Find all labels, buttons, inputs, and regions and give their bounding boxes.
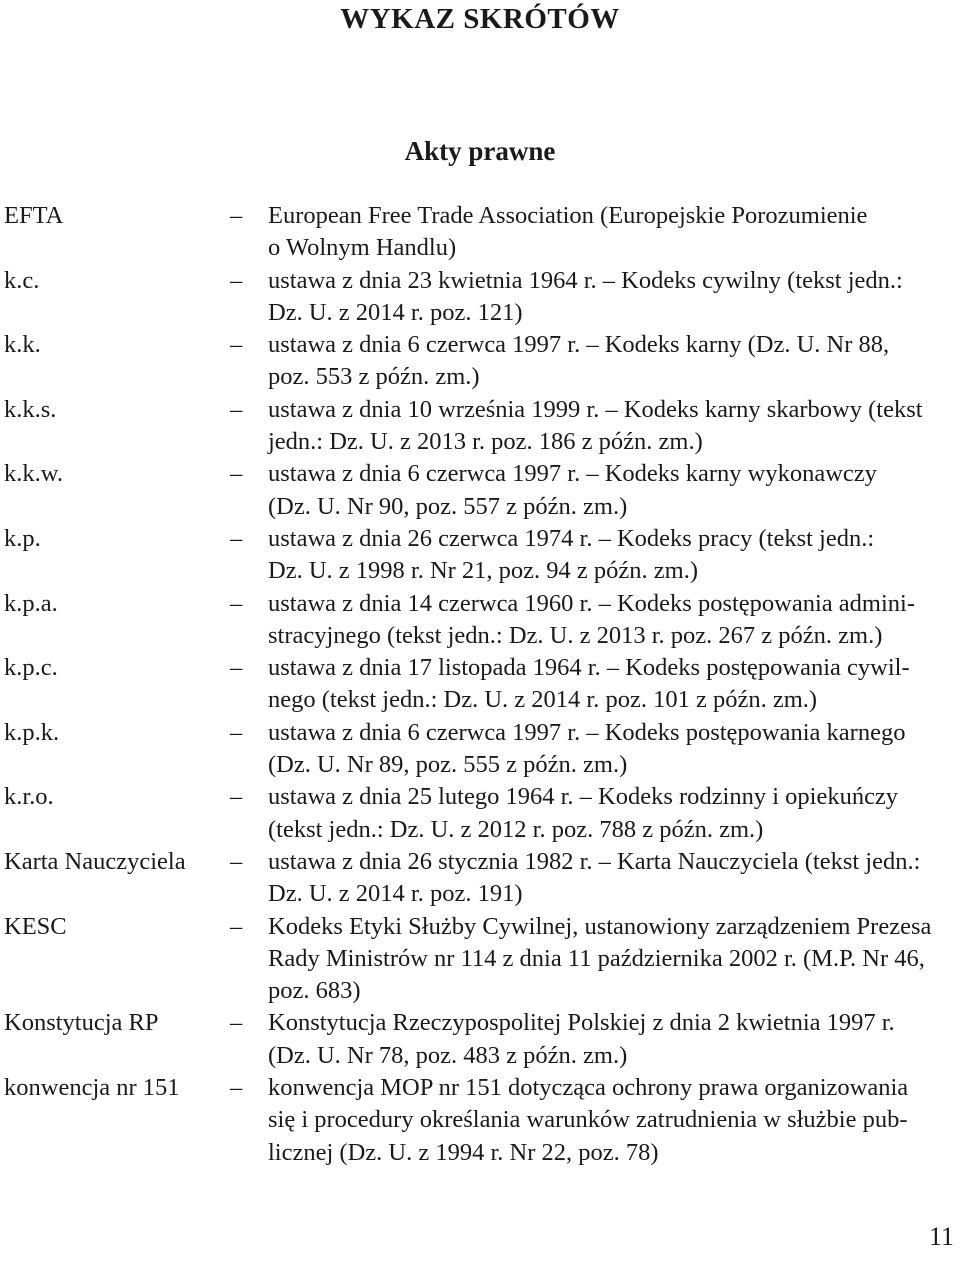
- entry-abbr: k.r.o.: [4, 783, 54, 811]
- entry-dash: –: [230, 1074, 243, 1102]
- definition-line: ustawa z dnia 26 czerwca 1974 r. – Kodeks pracy (tekst jedn.:: [268, 524, 875, 552]
- entry-abbr: k.p.: [4, 524, 41, 552]
- entry-dash: –: [230, 202, 243, 229]
- entry-kpa: [4, 588, 959, 653]
- entry-abbr: konwencja nr 151: [4, 1074, 180, 1102]
- entry-kks: [4, 394, 959, 459]
- definition-line: jedn.: Dz. U. z 2013 r. poz. 186 z późn. zm.): [268, 428, 703, 456]
- entry-kp: [4, 523, 959, 588]
- definition-line: konwencja MOP nr 151 dotycząca ochrony prawa organizowania: [268, 1074, 909, 1102]
- section-title: Akty prawne: [404, 136, 556, 166]
- definition-line: Konstytucja Rzeczypospolitej Polskiej z dnia 2 kwietnia 1997 r.: [268, 1009, 895, 1037]
- entry-definition: [268, 717, 959, 782]
- entry-konstytucja-rp: [4, 1007, 959, 1072]
- entry-definition: [268, 329, 959, 394]
- abbreviation-list: [4, 200, 959, 1169]
- entry-dash: –: [230, 718, 243, 746]
- entry-definition: [268, 846, 959, 911]
- entry-definition: [268, 781, 959, 846]
- entry-dash: –: [230, 654, 243, 682]
- entry-dash: –: [230, 460, 243, 488]
- definition-line: licznej (Dz. U. z 1994 r. Nr 22, poz. 78): [268, 1138, 659, 1166]
- entry-definition: [268, 588, 959, 653]
- entry-definition: [268, 1072, 959, 1169]
- definition-line: (Dz. U. Nr 89, poz. 555 z późn. zm.): [268, 751, 628, 779]
- entry-karta-nauczyciela: [4, 846, 959, 911]
- page-title: WYKAZ SKRÓTÓW: [340, 3, 620, 35]
- entry-dash: –: [230, 524, 243, 552]
- definition-line: ustawa z dnia 23 kwietnia 1964 r. – Kodeks cywilny (tekst jedn.:: [268, 266, 903, 294]
- definition-line: ustawa z dnia 6 czerwca 1997 r. – Kodeks karny wykonawczy: [268, 460, 877, 488]
- entry-dash: –: [230, 1009, 243, 1037]
- entry-abbr: EFTA: [4, 202, 64, 229]
- definition-line: ustawa z dnia 26 stycznia 1982 r. – Karta Nauczyciela (tekst jedn.:: [268, 847, 921, 875]
- entry-dash: –: [230, 589, 243, 617]
- entry-kpc: [4, 652, 959, 717]
- definition-line: stracyjnego (tekst jedn.: Dz. U. z 2013 r. poz. 267 z późn. zm.): [268, 621, 883, 649]
- entry-kk: [4, 329, 959, 394]
- entry-abbr: k.k.s.: [4, 395, 57, 423]
- entry-dash: –: [230, 331, 243, 359]
- entry-abbr: k.k.: [4, 331, 41, 359]
- entry-definition: [268, 394, 959, 459]
- entry-abbr: k.p.c.: [4, 654, 58, 682]
- definition-line: się i procedury określania warunków zatrudnienia w służbie pub-: [268, 1106, 908, 1134]
- definition-line: o Wolnym Handlu): [268, 234, 457, 262]
- definition-line: Kodeks Etyki Służby Cywilnej, ustanowiony zarządzeniem Prezesa: [268, 912, 932, 940]
- definition-line: ustawa z dnia 10 września 1999 r. – Kodeks karny skarbowy (tekst: [268, 395, 923, 423]
- definition-line: ustawa z dnia 14 czerwca 1960 r. – Kodeks postępowania admini-: [268, 589, 916, 617]
- entry-definition: [268, 200, 959, 265]
- definition-line: Dz. U. z 1998 r. Nr 21, poz. 94 z późn. zm.): [268, 557, 699, 585]
- entry-abbr: Karta Nauczyciela: [4, 847, 186, 875]
- entry-definition: [268, 1007, 959, 1072]
- entry-dash: –: [230, 912, 243, 940]
- definition-line: European Free Trade Association (Europejskie Porozumienie: [268, 202, 868, 229]
- entry-efta: [4, 200, 959, 265]
- entry-definition: [268, 458, 959, 523]
- entry-dash: –: [230, 395, 243, 423]
- definition-line: ustawa z dnia 6 czerwca 1997 r. – Kodeks postępowania karnego: [268, 718, 906, 746]
- definition-line: ustawa z dnia 17 listopada 1964 r. – Kodeks postępowania cywil-: [268, 654, 910, 682]
- entry-abbr: k.p.a.: [4, 589, 58, 617]
- entry-abbr: k.p.k.: [4, 718, 60, 746]
- entry-kc: [4, 265, 959, 330]
- definition-line: (Dz. U. Nr 78, poz. 483 z późn. zm.): [268, 1041, 628, 1069]
- entry-kpk: [4, 717, 959, 782]
- entry-kro: [4, 781, 959, 846]
- entry-definition: [268, 265, 959, 330]
- definition-line: (tekst jedn.: Dz. U. z 2012 r. poz. 788 z późn. zm.): [268, 815, 764, 843]
- entry-abbr: k.c.: [4, 266, 40, 294]
- definition-line: Rady Ministrów nr 114 z dnia 11 października 2002 r. (M.P. Nr 46,: [268, 944, 925, 972]
- entry-dash: –: [230, 266, 243, 294]
- entry-dash: –: [230, 783, 243, 811]
- entry-definition: [268, 652, 959, 717]
- definition-line: Dz. U. z 2014 r. poz. 121): [268, 298, 523, 326]
- entry-definition: [268, 911, 959, 1008]
- definition-line: ustawa z dnia 6 czerwca 1997 r. – Kodeks karny (Dz. U. Nr 88,: [268, 331, 890, 359]
- definition-line: Dz. U. z 2014 r. poz. 191): [268, 880, 523, 908]
- definition-line: ustawa z dnia 25 lutego 1964 r. – Kodeks rodzinny i opiekuńczy: [268, 783, 899, 811]
- entry-kkw: [4, 458, 959, 523]
- entry-abbr: k.k.w.: [4, 460, 63, 488]
- definition-line: nego (tekst jedn.: Dz. U. z 2014 r. poz. 101 z późn. zm.): [268, 686, 818, 714]
- definition-line: (Dz. U. Nr 90, poz. 557 z późn. zm.): [268, 492, 628, 520]
- entry-abbr: Konstytucja RP: [4, 1009, 159, 1037]
- entry-abbr: KESC: [4, 912, 67, 940]
- entry-dash: –: [230, 847, 243, 875]
- definition-line: poz. 683): [268, 977, 361, 1005]
- page-number: 11: [928, 1222, 954, 1251]
- entry-konwencja-151: [4, 1072, 959, 1169]
- definition-line: poz. 553 z późn. zm.): [268, 363, 480, 391]
- entry-definition: [268, 523, 959, 588]
- entry-kesc: [4, 911, 959, 1008]
